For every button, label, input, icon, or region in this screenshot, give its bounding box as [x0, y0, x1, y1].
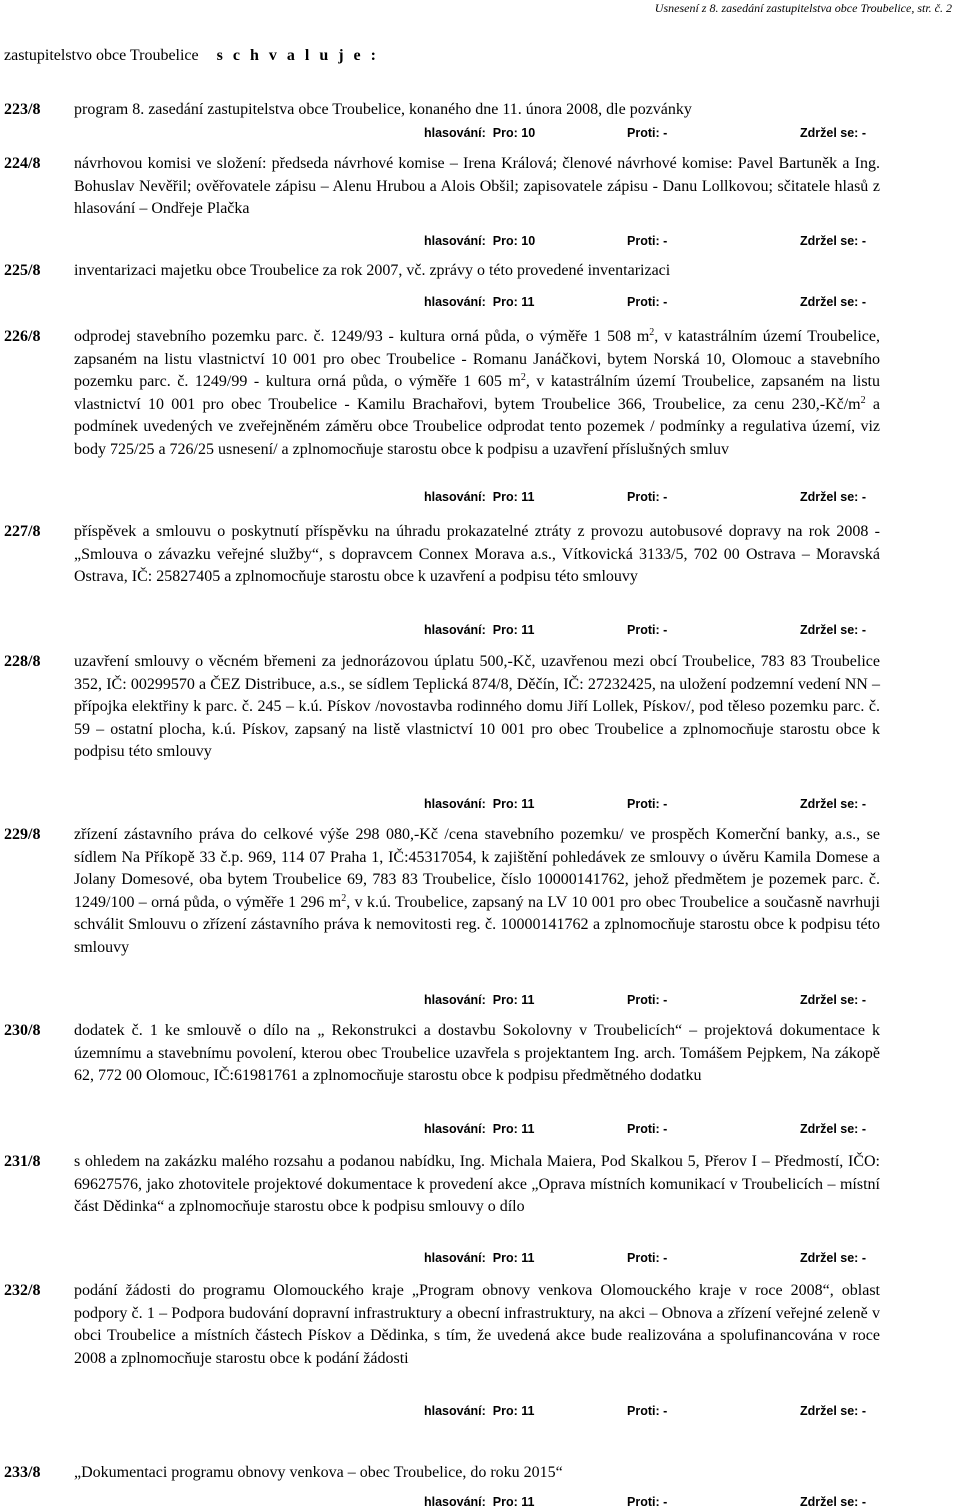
- resolution-number: 226/8: [4, 328, 41, 345]
- resolution-233: [4, 1462, 880, 1485]
- resolution-text: uzavření smlouvy o věcném břemeni za jednorázovou úplatu 500,-Kč, uzavřenou mezi obcí Troubelice, 783 83 Troubelice 352, IČ: 00299570 a ČEZ Distribuce, a.s., se sídlem Teplická 874/8, Děčín, IČ: 27232425, na uložení podzemní vedení NN – přípojka elektřiny k parc. č. 245 – k.ú. Pískov /novostavba rodinného domu Jiří Lollek, Pískov/, pod těleso pozemku parc. č. 59 – ostatní plocha, k.ú. Pískov, zapsaný na listě vlastnictví 10 001 pro obec Troubelice a zplnomocňuje starostu obce k podpisu této smlouvy: [74, 653, 880, 760]
- vote-abstain: Zdržel se: -: [800, 126, 866, 140]
- resolution-number: 228/8: [4, 653, 41, 670]
- vote-against: Proti: -: [627, 623, 668, 637]
- vote-line-226: [424, 489, 880, 505]
- vote-against: Proti: -: [627, 1251, 668, 1265]
- resolution-225: [4, 260, 880, 283]
- resolution-number: 227/8: [4, 523, 41, 540]
- resolution-text: inventarizaci majetku obce Troubelice za rok 2007, vč. zprávy o této provedené inventarizaci: [74, 262, 671, 279]
- vote-for: hlasování: Pro: 11: [424, 490, 535, 504]
- vote-line-231: [424, 1250, 880, 1266]
- resolution-number: 223/8: [4, 101, 41, 118]
- vote-against: Proti: -: [627, 1495, 668, 1509]
- vote-against: Proti: -: [627, 126, 668, 140]
- resolution-number: 225/8: [4, 262, 41, 279]
- resolution-228: [4, 651, 880, 764]
- vote-abstain: Zdržel se: -: [800, 1251, 866, 1265]
- resolution-number: 224/8: [4, 155, 41, 172]
- vote-for: hlasování: Pro: 11: [424, 1251, 535, 1265]
- vote-against: Proti: -: [627, 1122, 668, 1136]
- resolution-number: 232/8: [4, 1282, 41, 1299]
- vote-line-230: [424, 1121, 880, 1137]
- resolution-text: příspěvek a smlouvu o poskytnutí příspěvku na úhradu prokazatelné ztráty z provozu autobusové dopravy na rok 2008 - „Smlouva o závazku veřejné služby“, s dopravcem Connex Morava a.s., Vítkovická 3133/5, 702 00 Ostrava – Moravská Ostrava, IČ: 25827405 a zplnomocňuje starostu obce k uzavření a podpisu této smlouvy: [74, 523, 880, 585]
- resolution-231: [4, 1151, 880, 1219]
- vote-abstain: Zdržel se: -: [800, 1495, 866, 1509]
- resolution-227: [4, 521, 880, 589]
- resolution-text: odprodej stavebního pozemku parc. č. 1249/93 - kultura orná půda, o výměře 1 508 $m^2$, v katastrálním území Troubelice, zapsaném na listu vlastnictví 10 001 pro obec Troubelice - Romanu Janáčkovi, bytem Norská 10, Olomouc a stavebního pozemku parc. č. 1249/99 - kultura orná půda, o výměře 1 605 $m^2$, v katastrálním území Troubelice, zapsaném na listu vlastnictví 10 001 pro obec Troubelice - Kamilu Brachařovi, bytem Troubelice 366, Troubelice, za cenu $230,-Kč/m^2$ a podmínek uvedených ve zveřejněném záměru obce Troubelice odprodat tento pozemek / podmínky a regulativa území, viz body 725/25 a 726/25 usnesení/ a zplnomocňuje starostu obce k podpisu a uzavření příslušných smluv: [74, 327, 881, 458]
- resolution-223: [4, 99, 880, 122]
- vote-abstain: Zdržel se: -: [800, 295, 866, 309]
- approves-label: s c h v a l u j e :: [216, 47, 379, 64]
- resolution-number: 231/8: [4, 1153, 41, 1170]
- resolution-text: návrhovou komisi ve složení: předseda návrhové komise – Irena Králová; členové návrhové komise: Pavel Bartuněk a Ing. Bohuslav Nevěřil; ověřovatele zápisu – Alenu Hrubou a Alois Obšil; zapisovatele zápisu - Danu Lollkovou; sčitatele hlasů z hlasování – Ondřeje Plačka: [74, 155, 880, 217]
- resolution-232: [4, 1280, 880, 1370]
- intro-text: zastupitelstvo obce Troubelice: [4, 47, 199, 64]
- resolution-number: 233/8: [4, 1464, 41, 1481]
- resolution-text: podání žádosti do programu Olomouckého kraje „Program obnovy venkova Olomouckého kraje v roce 2008“, oblast podpory č. 1 – Podpora budování dopravní infrastruktury a obecní infrastruktury, na akci – Obnova a zřízení veřejné zeleně v obci Troubelice a místních částech Pískov a Dědinka, s tím, že uvedená akce bude realizována a spolufinancována v roce 2008 a zplnomocňuje starostu obce k podání žádosti: [74, 1282, 880, 1367]
- vote-for: hlasování: Pro: 10: [424, 126, 536, 140]
- vote-for: hlasování: Pro: 10: [424, 234, 536, 248]
- vote-line-223: [424, 125, 880, 141]
- vote-for: hlasování: Pro: 11: [424, 623, 535, 637]
- vote-abstain: Zdržel se: -: [800, 797, 866, 811]
- vote-against: Proti: -: [627, 490, 668, 504]
- page-header: Usnesení z 8. zasedání zastupitelstva obce Troubelice, str. č. 2: [654, 1, 952, 15]
- resolution-224: [4, 153, 880, 221]
- resolution-text: s ohledem na zakázku malého rozsahu a podanou nabídku, Ing. Michala Maiera, Pod Skalkou 5, Přerov I – Předmostí, IČO: 69627576, jako zhotovitele projektové dokumentace k provedení akce „Oprava místních komunikací v Troubelicích – místní část Dědinka“ a zplnomocňuje starostu obce k podpisu smlouvy o dílo: [74, 1153, 880, 1215]
- vote-for: hlasování: Pro: 11: [424, 993, 535, 1007]
- vote-for: hlasování: Pro: 11: [424, 1122, 535, 1136]
- resolution-text: zřízení zástavního práva do celkové výše 298 080,-Kč /cena stavebního pozemku/ ve prospěch Komerční banky, a.s., se sídlem Na Příkopě 33 č.p. 969, 114 07 Praha 1, IČ:45317054, k zajištění pohledávek ze smlouvy o úvěru Kamila Domese a Jolany Domesové, oba bytem Troubelice 69, 783 83 Troubelice, číslo 10000141762, jehož předmětem je pozemek parc. č. 1249/100 – orná půda, o výměře 1 296 $m^2$, v k.ú. Troubelice, zapsaný na LV 10 001 pro obec Troubelice a současně navrhuji schválit Smlouvu o zřízení zástavního práva k nemovitosti reg. č. 10000141762 a zplnomocňuje starostu obce k podpisu této smlouvy: [74, 826, 880, 956]
- vote-abstain: Zdržel se: -: [800, 234, 866, 248]
- vote-abstain: Zdržel se: -: [800, 1404, 866, 1418]
- vote-abstain: Zdržel se: -: [800, 623, 866, 637]
- vote-line-233: [424, 1494, 880, 1510]
- vote-line-224: [424, 233, 880, 249]
- vote-abstain: Zdržel se: -: [800, 993, 866, 1007]
- vote-line-225: [424, 294, 880, 310]
- resolution-229: [4, 824, 880, 959]
- vote-for: hlasování: Pro: 11: [424, 797, 535, 811]
- resolution-text: dodatek č. 1 ke smlouvě o dílo na „ Rekonstrukci a dostavbu Sokolovny v Troubelicích“ – projektová dokumentace k územnímu a stavebnímu povolení, kterou obec Troubelice uzavřela s projektantem Ing. arch. Tomášem Pejpkem, Na zákopě 62, 772 00 Olomouc, IČ:61981761 a zplnomocňuje starostu obce k podpisu předmětného dodatku: [74, 1022, 880, 1084]
- intro-line: [4, 46, 379, 66]
- vote-abstain: Zdržel se: -: [800, 1122, 866, 1136]
- resolution-226: [4, 326, 880, 461]
- resolution-text: program 8. zasedání zastupitelstva obce Troubelice, konaného dne 11. února 2008, dle pozvánky: [74, 101, 692, 118]
- vote-line-229: [424, 992, 880, 1008]
- resolution-text: „Dokumentaci programu obnovy venkova – obec Troubelice, do roku 2015“: [74, 1464, 563, 1481]
- vote-for: hlasování: Pro: 11: [424, 1495, 535, 1509]
- resolution-number: 229/8: [4, 826, 41, 843]
- vote-against: Proti: -: [627, 234, 668, 248]
- vote-line-232: [424, 1403, 880, 1419]
- vote-for: hlasování: Pro: 11: [424, 1404, 535, 1418]
- vote-abstain: Zdržel se: -: [800, 490, 866, 504]
- vote-line-227: [424, 622, 880, 638]
- vote-against: Proti: -: [627, 1404, 668, 1418]
- resolution-230: [4, 1020, 880, 1088]
- vote-against: Proti: -: [627, 993, 668, 1007]
- vote-against: Proti: -: [627, 797, 668, 811]
- vote-against: Proti: -: [627, 295, 668, 309]
- vote-line-228: [424, 796, 880, 812]
- vote-for: hlasování: Pro: 11: [424, 295, 535, 309]
- resolution-number: 230/8: [4, 1022, 41, 1039]
